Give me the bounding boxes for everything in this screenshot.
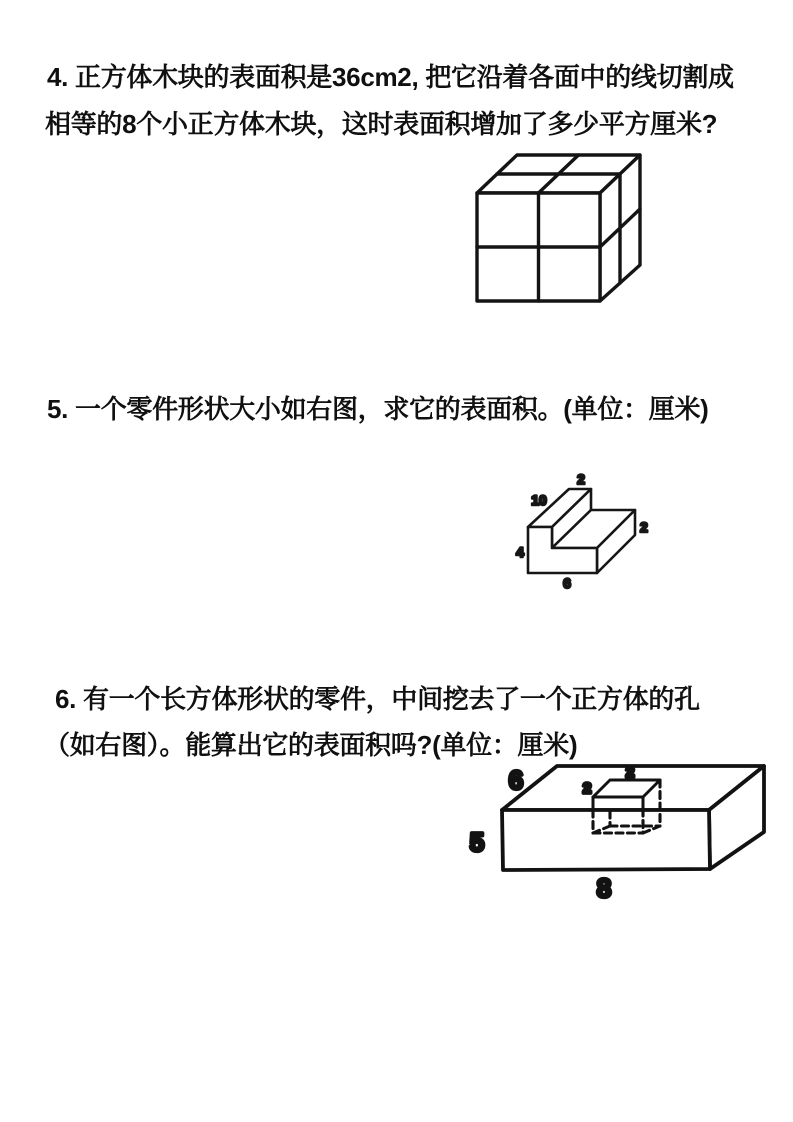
- l-shaped-block-figure: [503, 465, 665, 602]
- problem-6-text-line-1: 6. 有一个长方体形状的零件，中间挖去了一个正方体的孔: [55, 684, 700, 714]
- dimension-label-top-width: 2: [577, 471, 585, 487]
- dimension-label-bottom-width: 8: [596, 873, 612, 903]
- problem-6-text-line-2: （如右图）。能算出它的表面积吗?(单位：厘米): [44, 730, 578, 760]
- dimension-label-hole-side: 2: [582, 780, 592, 797]
- dimension-label-left-height: 5: [469, 827, 485, 857]
- dimension-label-top-depth: 6: [508, 765, 524, 795]
- dimension-label-bottom-width: 6: [563, 575, 571, 591]
- cube-2x2x2-figure: [458, 148, 650, 318]
- dimension-label-right-height: 2: [640, 519, 648, 535]
- dimension-label-hole-top: 2: [625, 764, 635, 781]
- dimension-label-left-height: 4: [516, 544, 524, 560]
- problem-4-text-line-1: 4. 正方体木块的表面积是36cm2, 把它沿着各面中的线切割成: [47, 62, 734, 92]
- dimension-label-depth: 10: [531, 492, 547, 508]
- problem-4-text-line-2: 相等的8个小正方体木块，这时表面积增加了多少平方厘米?: [45, 109, 718, 139]
- problem-5-text-line-1: 5. 一个零件形状大小如右图，求它的表面积。(单位：厘米): [47, 394, 709, 424]
- cuboid-with-hole-figure: [450, 755, 782, 912]
